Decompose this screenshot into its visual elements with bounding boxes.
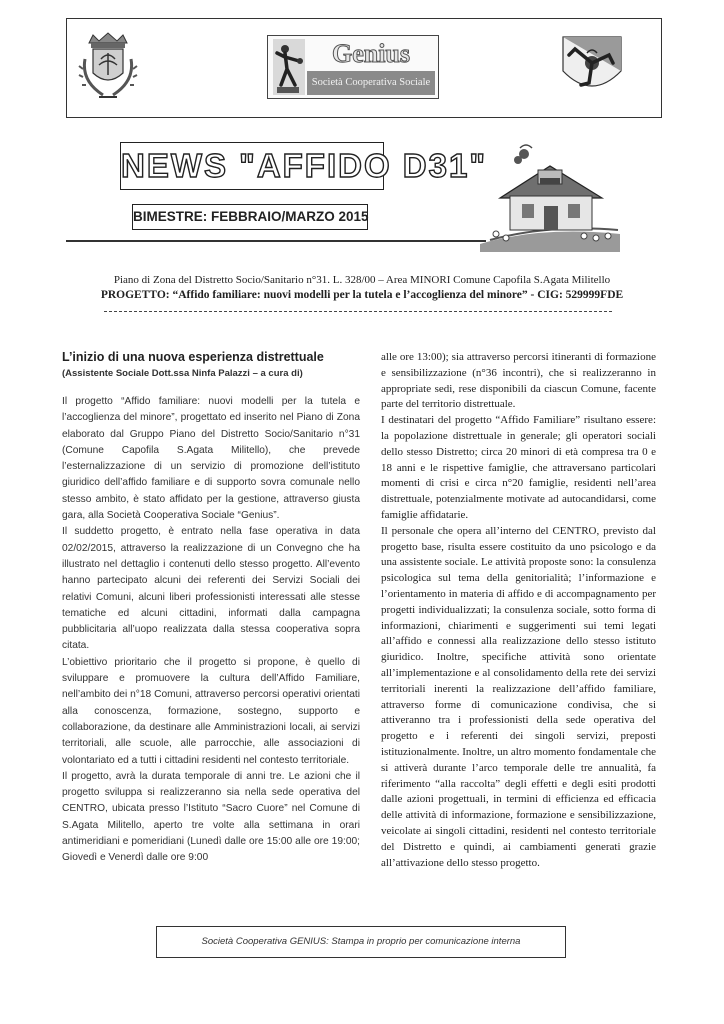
article-paragraph: L’obiettivo prioritario che il progetto si propone, è quello di sviluppare e promuovere la cultura dell’Affido Familiare, nell’ambito dei n°18 Comuni, attraverso percorsi operativi orientati alla conoscenza, formazione, sostegno, supporto e collaborazione, da destinare alle Amministrazioni locali, ai servizi territoriali, alle scuole, alle parrocchie, alle associazioni di volontariato ed a tutti i cittadini residenti nel contesto territoriale. — [62, 656, 360, 766]
genius-name: Genius — [331, 39, 411, 68]
article-paragraph: Il suddetto progetto, è entrato nella fase operativa in data 02/02/2015, attraverso la realizzazione di un Convegno che ha illustrato nel dettaglio i contenuti dello stesso progetto. All’evento hanno partecipato alcuni dei referenti dei Servizi Sociali dei relativi Comuni, alcuni liberi professionisti interessati alle stesse tematiche ed alcuni cittadini, informati dalla campagna pubblicitaria all’uopo realizzata dalla stessa cooperativa sopra citata. — [62, 526, 360, 652]
plan-line: Piano di Zona del Distretto Socio/Sanitario n°31. L. 328/00 – Area MINORI Comune Capofila S.Agata Militello — [113, 274, 611, 286]
municipal-crest-icon — [77, 29, 139, 107]
genius-logo — [267, 35, 439, 99]
trinacria-icon — [557, 31, 627, 103]
article-paragraph: alle ore 13:00); sia attraverso percorsi itineranti di formazione e sensibilizzazione (n°36 incontri), che si realizzeranno in appropriate sedi, rese disponibili da ciascun Comune, facente parte del territorio distrettuale. — [381, 351, 656, 411]
footer-note: Società Cooperativa GENIUS: Stampa in proprio per comunicazione interna — [156, 926, 566, 958]
discobolus-statue-icon — [273, 39, 305, 95]
article-left-column — [62, 350, 360, 867]
project-line: PROGETTO: “Affido familiare: nuovi modelli per la tutela e l’accoglienza del minore” - CIG: 529999FDE — [100, 289, 624, 301]
article-paragraph: Il personale che opera all’interno del CENTRO, previsto dal progetto base, risulta essere costituito da uno psicologo e da una assistente sociale. Le attività proposte sono: la consulenza psicologica sul tema della genitorialità; l’informazione e l’orientamento in materia di affido e di accompagnamento per progetti individualizzati; la consulenza sociale, sotto forma di informazioni, chiarimenti e suggerimenti sui temi legati all’affido e connessi alla realizzazione dello stesso istituto giuridico. Inoltre, specifiche attività sono orientate all’implementazione e al consolidamento della rete dei servizi territoriali inerenti la realizzazione dell’affido familiare, attraverso forme di comunicazione condivisa, che si attiveranno tra i professionisti della sede operativa del progetto e i referenti dei singoli servizi, preposti istituzionalmente. Inoltre, un altro momento fondamentale che si attiverà durante l’arco temporale delle tre annualità, fa riferimento “alla raccolta” degli effetti e degli esiti prodotti dalle azioni progettuali, in termini di efficienza ed efficacia delle attività di informazione, formazione e sensibilizzazione, veicolate ai singoli cittadini, residenti nel contesto territoriale del Distretto e quindi, ai cambiamenti generati grazie all’attivazione dello stesso progetto. — [381, 524, 656, 869]
period-label: BIMESTRE: FEBBRAIO/MARZO 2015 — [132, 204, 368, 230]
article-byline: (Assistente Sociale Dott.ssa Ninfa Palazzi – a cura di) — [62, 368, 303, 379]
article-paragraph: Il progetto “Affido familiare: nuovi modelli per la tutela e l’accoglienza del minore”, progettato ed inserito nel Piano di Zona elaborato dal Gruppo Piano del Distretto Socio/Sanitario n°31 (Comune Capofila S.Agata Militello), che prevede l’esternalizzazione di un servizio di promozione dell’istituto giuridico dell’affido familiare e di supporto sovra comunale nello stesso ambito, è stato affidato per la gestione, attraverso giusta gara, alla Società Cooperativa Sociale “Genius”. — [62, 396, 360, 522]
article-right-column — [381, 350, 656, 871]
dashed-divider — [104, 311, 612, 312]
house-illustration-icon — [480, 140, 620, 252]
article-paragraph: I destinatari del progetto “Affido Familiare” risultano essere: la popolazione distrettuale in generale; gli operatori sociali dello stesso Distretto; circa 20 minori di età compresa tra 0 e 18 anni e le rispettive famiglie, che attraversano particolari momenti di crisi e circa n°20 famiglie, residenti nell’area distrettuale, potenzialmente motivate ad autocandidarsi, come famiglie affidatarie. — [381, 414, 656, 521]
header-divider — [66, 240, 486, 242]
logos-header — [66, 18, 662, 118]
article-paragraph: Il progetto, avrà la durata temporale di anni tre. Le azioni che il progetto sviluppa si realizzeranno sia nella sede operativa del CENTRO, ubicata presso l’Istituto “Sacro Cuore” nel Comune di S.Agata Militello, aperto tre volte alla settimana in orari antimeridiani e pomeridiani (Lunedì dalle ore 15:00 alle ore 19:00; Giovedì e Venerdì dalle ore 9:00 — [62, 770, 360, 864]
article-title: L’inizio di una nuova esperienza distrettuale — [62, 350, 324, 364]
news-title: NEWS "AFFIDO D31" — [120, 142, 384, 190]
genius-subtitle: Società Cooperativa Sociale — [307, 71, 435, 95]
